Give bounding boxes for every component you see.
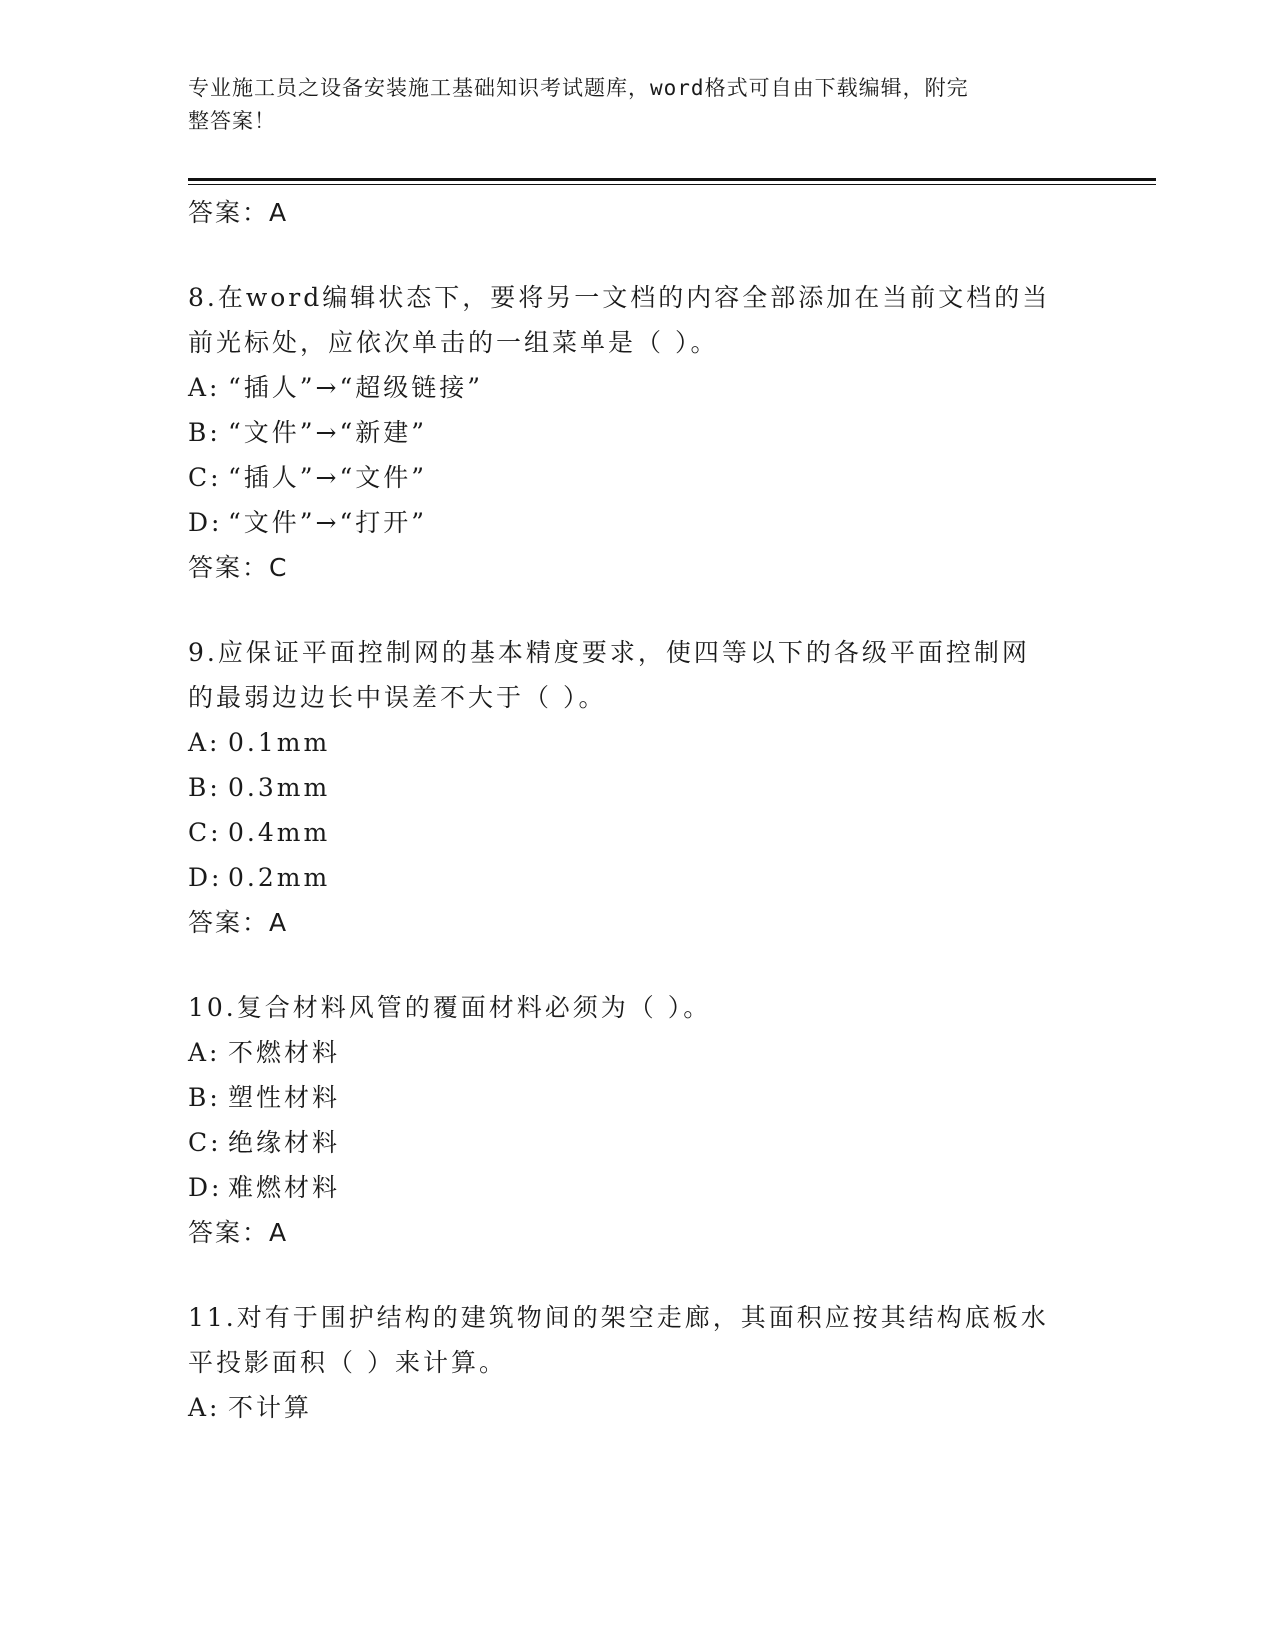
option-key: B: (188, 1083, 221, 1112)
question-text-line-1: 10.复合材料风管的覆面材料必须为（ ）。 (188, 993, 712, 1022)
option-text: 不计算 (228, 1393, 313, 1422)
option-text: 难燃材料 (228, 1173, 341, 1202)
option-key: D: (188, 863, 223, 892)
option-b (188, 1075, 1088, 1120)
option-d (188, 855, 1088, 900)
option-key: C: (188, 818, 222, 847)
question-text-line-1: 11.对有于围护结构的建筑物间的架空走廊，其面积应按其结构底板水 (188, 1303, 1049, 1332)
option-text: “插人”→“超级链接” (228, 373, 484, 402)
option-key: C: (188, 463, 222, 492)
option-a (188, 1030, 1088, 1075)
answer-label: 答案：C (188, 553, 289, 582)
option-key: A: (188, 1393, 221, 1422)
option-text: 塑性材料 (228, 1083, 341, 1112)
answer-label: 答案：A (188, 1218, 289, 1247)
top-answer-block (188, 190, 1088, 235)
question-9 (188, 630, 1088, 945)
option-b (188, 765, 1088, 810)
option-key: B: (188, 773, 221, 802)
option-text: 0.2mm (228, 863, 331, 892)
question-text-line-2: 平投影面积（ ）来计算。 (188, 1348, 507, 1377)
option-text: 绝缘材料 (228, 1128, 341, 1157)
option-key: D: (188, 1173, 223, 1202)
question-11 (188, 1295, 1088, 1430)
question-10 (188, 985, 1088, 1255)
option-text: “插人”→“文件” (228, 463, 428, 492)
option-key: A: (188, 728, 221, 757)
option-text: 0.3mm (228, 773, 331, 802)
answer-label: 答案：A (188, 198, 289, 227)
question-text-line-2: 前光标处，应依次单击的一组菜单是（ ）。 (188, 328, 719, 357)
header-rule-thick (188, 178, 1156, 181)
option-key: B: (188, 418, 221, 447)
header-line-1: 专业施工员之设备安装施工基础知识考试题库，word格式可自由下载编辑，附完 (188, 76, 969, 100)
option-d (188, 500, 1088, 545)
option-a (188, 720, 1088, 765)
question-text-line-1: 8.在word编辑状态下，要将另一文档的内容全部添加在当前文档的当 (188, 283, 1051, 312)
question-text-line-1: 9.应保证平面控制网的基本精度要求，使四等以下的各级平面控制网 (188, 638, 1030, 667)
option-a (188, 365, 1088, 410)
question-8 (188, 275, 1088, 590)
answer-label: 答案：A (188, 908, 289, 937)
option-text: “文件”→“新建” (228, 418, 428, 447)
option-b (188, 410, 1088, 455)
option-text: 不燃材料 (228, 1038, 341, 1067)
option-text: “文件”→“打开” (228, 508, 428, 537)
option-text: 0.1mm (228, 728, 331, 757)
option-key: D: (188, 508, 223, 537)
header-rule-thin (188, 184, 1156, 185)
option-c (188, 1120, 1088, 1165)
header-line-2: 整答案！ (188, 109, 276, 133)
question-text-line-2: 的最弱边边长中误差不大于（ ）。 (188, 683, 607, 712)
option-a (188, 1385, 1088, 1430)
page-header (188, 72, 1068, 138)
option-text: 0.4mm (228, 818, 331, 847)
option-key: A: (188, 373, 221, 402)
option-c (188, 455, 1088, 500)
questions-content (188, 190, 1088, 1430)
option-key: C: (188, 1128, 222, 1157)
option-key: A: (188, 1038, 221, 1067)
option-c (188, 810, 1088, 855)
option-d (188, 1165, 1088, 1210)
